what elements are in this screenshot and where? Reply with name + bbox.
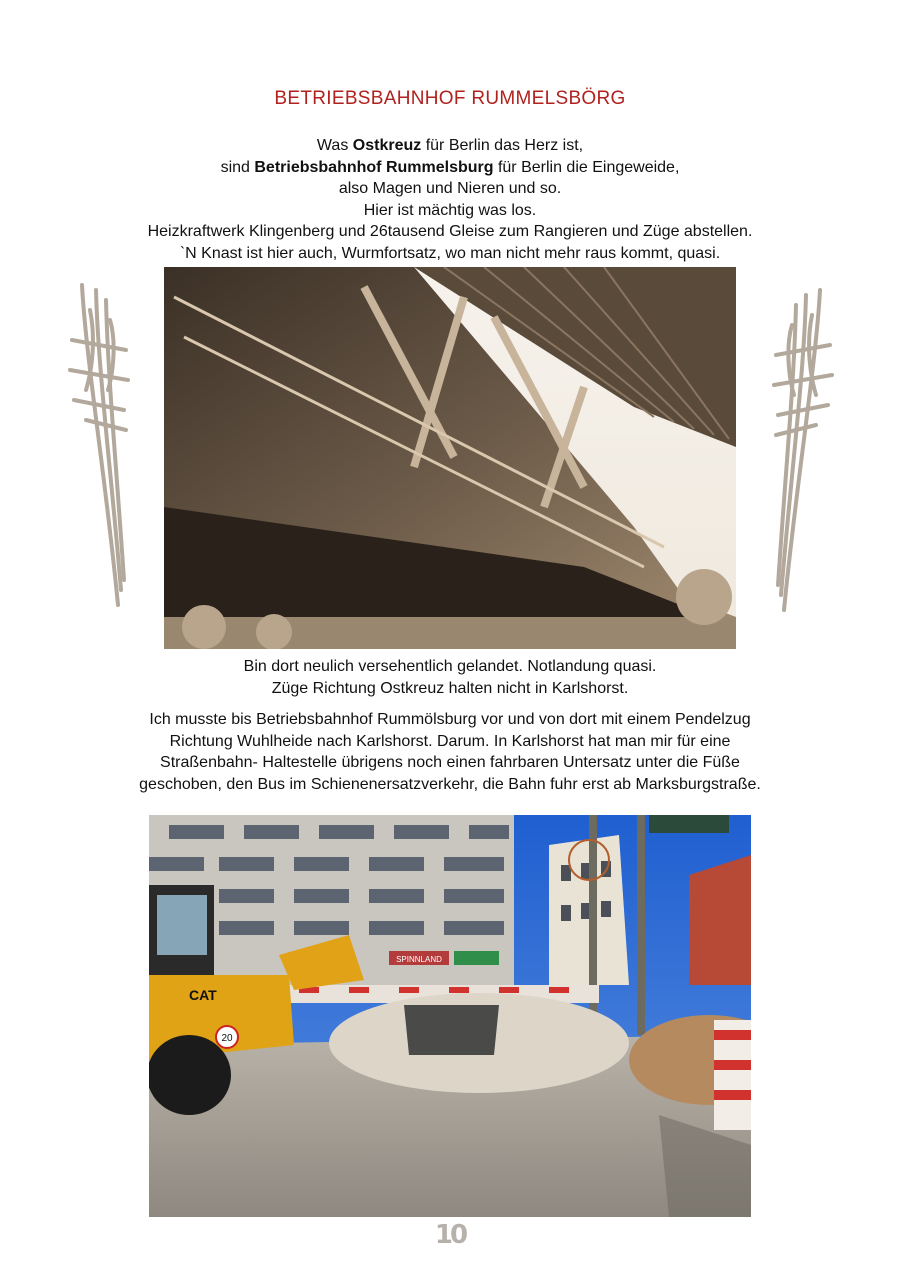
ornament-right-icon xyxy=(766,285,836,615)
intro-line-3: also Magen und Nieren und so. xyxy=(338,180,562,197)
caption-line-2: Züge Richtung Ostkreuz halten nicht in Karlshorst. xyxy=(271,679,629,697)
body-paragraph xyxy=(0,709,900,795)
caption-line-1: Bin dort neulich versehentlich gelandet. Notlandung quasi. xyxy=(243,658,657,675)
shop-sign: SPINNLAND xyxy=(396,955,442,964)
construction-site-photo xyxy=(149,815,751,1217)
loader-brand-label: CAT xyxy=(189,987,217,1003)
intro-line-2: sind Betriebsbahnhof Rummelsburg für Berlin die Eingeweide, xyxy=(220,158,680,176)
page-number: 10 xyxy=(434,1220,466,1250)
para-line-3: Straßenbahn- Haltestelle übrigens noch einen fahrbaren Untersatz unter die Füße xyxy=(160,754,740,771)
intro-line-1: Was Ostkreuz für Berlin das Herz ist, xyxy=(316,137,584,154)
para-line-4: geschoben, den Bus im Schienenersatzverkehr, die Bahn fuhr erst ab Marksburgstraße. xyxy=(139,775,761,793)
intro-text xyxy=(0,135,900,264)
intro-line-6: `N Knast ist hier auch, Wurmfortsatz, wo man nicht mehr raus kommt, quasi. xyxy=(179,244,721,262)
para-line-1: Ich musste bis Betriebsbahnhof Rummölsburg vor und von dort mit einem Pendelzug xyxy=(149,711,751,728)
caption-text xyxy=(0,656,900,699)
bridge-photo xyxy=(164,267,736,649)
para-line-2: Richtung Wuhlheide nach Karlshorst. Darum. In Karlshorst hat man mir für eine xyxy=(169,732,731,750)
intro-line-4: Hier ist mächtig was los. xyxy=(363,201,537,219)
speed-badge: 20 xyxy=(221,1033,233,1044)
intro-line-5: Heizkraftwerk Klingenberg und 26tausend Gleise zum Rangieren und Züge abstellen. xyxy=(147,223,753,240)
page-title: BETRIEBSBAHNHOF RUMMELSBÖRG xyxy=(274,88,626,109)
ornament-left-icon xyxy=(66,280,136,610)
